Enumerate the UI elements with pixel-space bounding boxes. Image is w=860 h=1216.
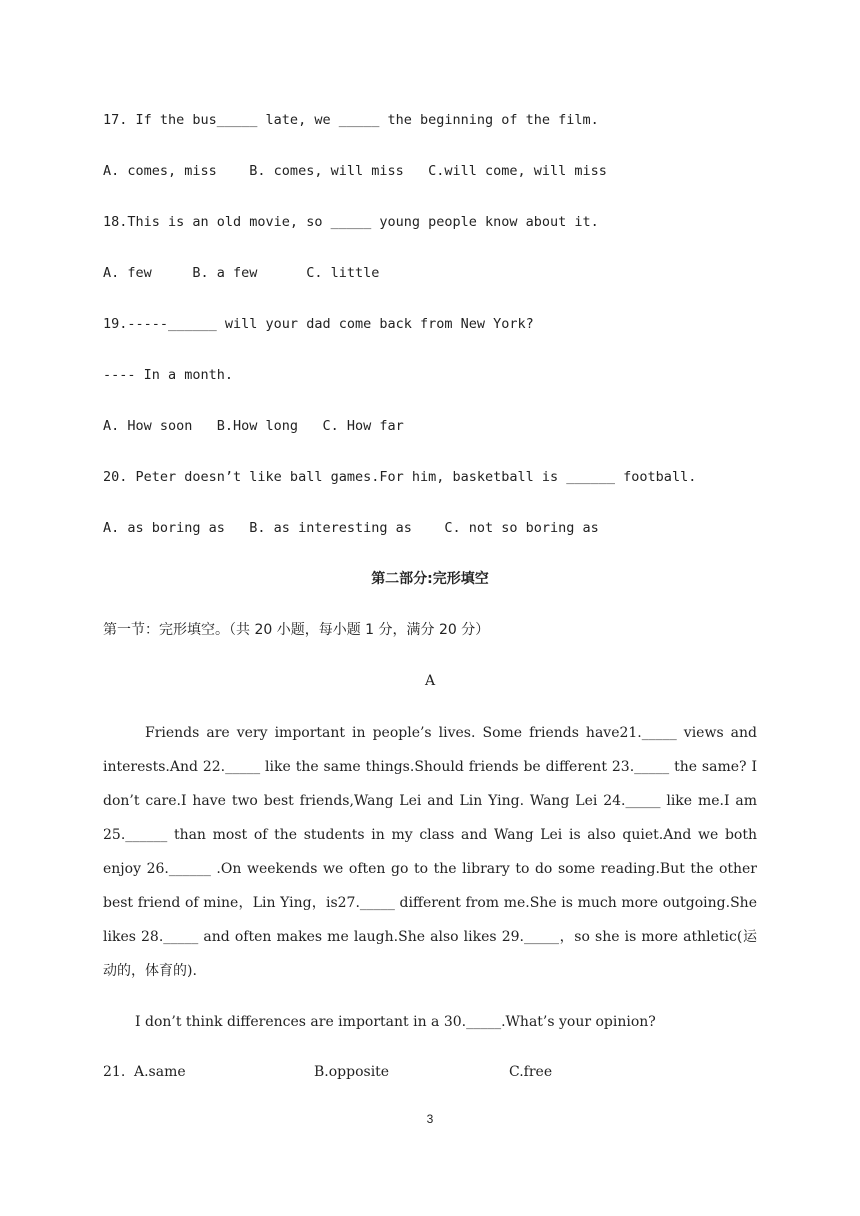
question-18-stem: 18.This is an old movie, so _____ young people know about it. bbox=[103, 214, 599, 230]
question-17-stem: 17. If the bus_____ late, we _____ the beginning of the film. bbox=[103, 112, 599, 128]
passage-label: A bbox=[424, 673, 436, 689]
section-instructions: 第一节：完形填空。（共 20 小题，每小题 1 分，满分 20 分） bbox=[103, 622, 490, 638]
question-19-options: A. How soon B.How long C. How far bbox=[103, 418, 404, 434]
question-21-option-a: A.same bbox=[134, 1064, 186, 1080]
section-title: 第二部分:完形填空 bbox=[371, 571, 489, 587]
question-21-number: 21. bbox=[103, 1064, 126, 1080]
question-21-option-c: C.free bbox=[509, 1064, 553, 1080]
question-21-option-b: B.opposite bbox=[314, 1064, 390, 1080]
question-20-options: A. as boring as B. as interesting as C. not so boring as bbox=[103, 520, 599, 536]
passage-paragraph-1: Friends are very important in people’s lives. Some friends have21._____ views and interests.And 22._____ like the same things.Should friends be different 23._____ the same? I don’t care.I have two best friends,Wang Lei and Lin Ying. Wang Lei 24._____ like me.I am 25.______ than most of the students in my class and Wang Lei is also quiet.And we both enjoy 26.______ .On weekends we often go to the library to do some reading.But the other best friend of mine，Lin Ying，is27._____ different from me.She is much more outgoing.She likes 28._____ and often makes me laugh.She also likes 29._____，so she is more athletic(运动的，体育的). bbox=[103, 725, 757, 979]
passage-paragraph-2: I don’t think differences are important in a 30._____.What’s your opinion? bbox=[135, 1014, 656, 1030]
page-number: 3 bbox=[426, 1112, 434, 1126]
question-19-stem: 19.-----______ will your dad come back from New York? bbox=[103, 316, 534, 332]
question-17-options: A. comes, miss B. comes, will miss C.will come, will miss bbox=[103, 163, 607, 179]
question-19-answer-line: ---- In a month. bbox=[103, 367, 234, 383]
question-18-options: A. few B. a few C. little bbox=[103, 265, 380, 281]
passage-text bbox=[103, 716, 757, 1039]
question-20-stem: 20. Peter doesn’t like ball games.For him, basketball is ______ football. bbox=[103, 469, 697, 485]
